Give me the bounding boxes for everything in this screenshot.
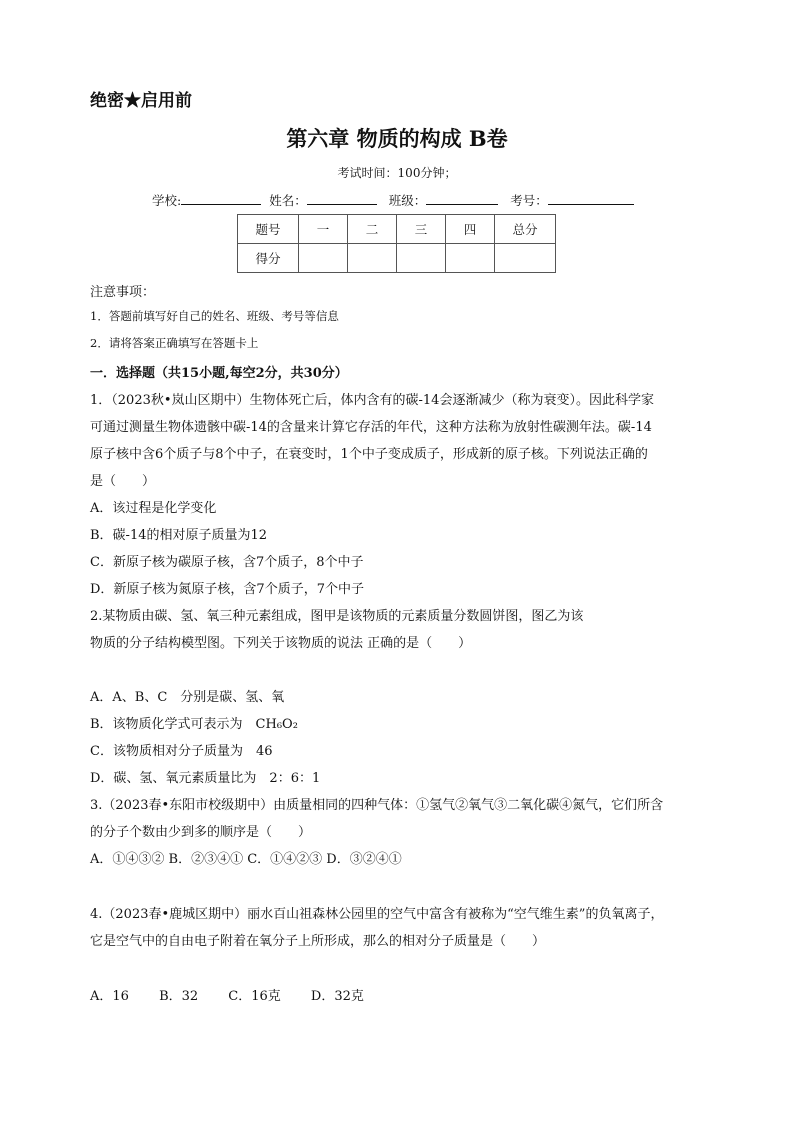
note-item: 1．答题前填写好自己的姓名、班级、考号等信息 [90, 309, 339, 323]
question-1-text: 原子核中含6个质子与8个中子，在衰变时，1个中子变成质子，形成新的原子核。下列说法正确的 [90, 447, 648, 462]
question-2-text: 物质的分子结构模型图。下列关于该物质的说法 正确的是（ ） [90, 636, 472, 651]
page-title: 第六章 物质的构成 B卷 [286, 126, 508, 151]
question-1-option-b: B．碳-14的相对原子质量为12 [90, 528, 268, 543]
question-4-options: A．16 B．32 C．16克 D．32克 [90, 989, 364, 1004]
section-title: 一．选择题（共15小题,每空2分，共30分） [90, 366, 348, 381]
class-label: 班级： [388, 193, 427, 208]
name-field[interactable] [307, 192, 377, 205]
score-header-cell: 总分 [495, 215, 556, 244]
question-1-text: 可通过测量生物体遗骸中碳-14的含量来计算它存活的年代，这种方法称为放射性碳测年法。碳-14 [90, 420, 652, 435]
score-cell[interactable] [348, 244, 397, 273]
question-2-option-c: C．该物质相对分子质量为 46 [90, 744, 273, 759]
notes-title: 注意事项： [90, 285, 156, 300]
question-1-text: 1．（2023秋•岚山区期中）生物体死亡后，体内含有的碳-14会逐渐减少（称为衰变）。因此科学家 [90, 393, 654, 408]
score-table-header-row [238, 215, 556, 244]
score-row-label: 得分 [238, 244, 299, 273]
class-field[interactable] [426, 192, 498, 205]
question-2-option-a: A．A、B、C 分别是碳、氢、氧 [90, 690, 285, 705]
question-1-option-c: C．新原子核为碳原子核，含7个质子，8个中子 [90, 555, 364, 570]
note-item: 2．请将答案正确填写在答题卡上 [90, 336, 259, 350]
question-2-text: 2.某物质由碳、氢、氧三种元素组成，图甲是该物质的元素质量分数圆饼图，图乙为该 [90, 609, 584, 624]
question-4-text: 4.（2023春•鹿城区期中）丽水百山祖森林公园里的空气中富含有被称为“空气维生素”的负氧离子， [90, 907, 664, 922]
name-label: 姓名： [269, 193, 307, 208]
question-3-options: A．①④③② B．②③④① C．①④②③ D．③②④① [90, 852, 402, 867]
score-cell[interactable] [495, 244, 556, 273]
secret-label: 绝密★启用前 [90, 91, 192, 111]
question-3-text: 3.（2023春•东阳市校级期中）由质量相同的四种气体：①氢气②氧气③二氧化碳④氮气，它们所含 [90, 798, 664, 813]
score-header-cell: 一 [299, 215, 348, 244]
score-header-cell: 二 [348, 215, 397, 244]
question-1-option-d: D．新原子核为氮原子核，含7个质子，7个中子 [90, 582, 364, 597]
school-label: 学校: [152, 193, 182, 208]
score-header-cell: 三 [397, 215, 446, 244]
score-table-score-row [238, 244, 556, 273]
exam-time: 考试时间：100分钟； [337, 166, 457, 180]
question-2-option-d: D．碳、氢、氧元素质量比为 2：6：1 [90, 771, 321, 786]
question-1-option-a: A．该过程是化学变化 [90, 501, 217, 516]
question-3-text: 的分子个数由少到多的顺序是（ ） [90, 825, 312, 840]
exam-no-field[interactable] [548, 192, 634, 205]
score-cell[interactable] [299, 244, 348, 273]
score-cell[interactable] [397, 244, 446, 273]
score-header-cell: 题号 [238, 215, 299, 244]
student-info-line [152, 191, 634, 209]
question-1-text: 是（ ） [90, 474, 156, 489]
score-cell[interactable] [446, 244, 495, 273]
score-header-cell: 四 [446, 215, 495, 244]
question-2-option-b: B．该物质化学式可表示为 CH₆O₂ [90, 717, 298, 732]
score-table [237, 214, 556, 273]
school-field[interactable] [181, 192, 261, 205]
exam-no-label: 考号： [510, 193, 548, 208]
question-4-text: 它是空气中的自由电子附着在氧分子上所形成，那么的相对分子质量是（ ） [90, 934, 546, 949]
